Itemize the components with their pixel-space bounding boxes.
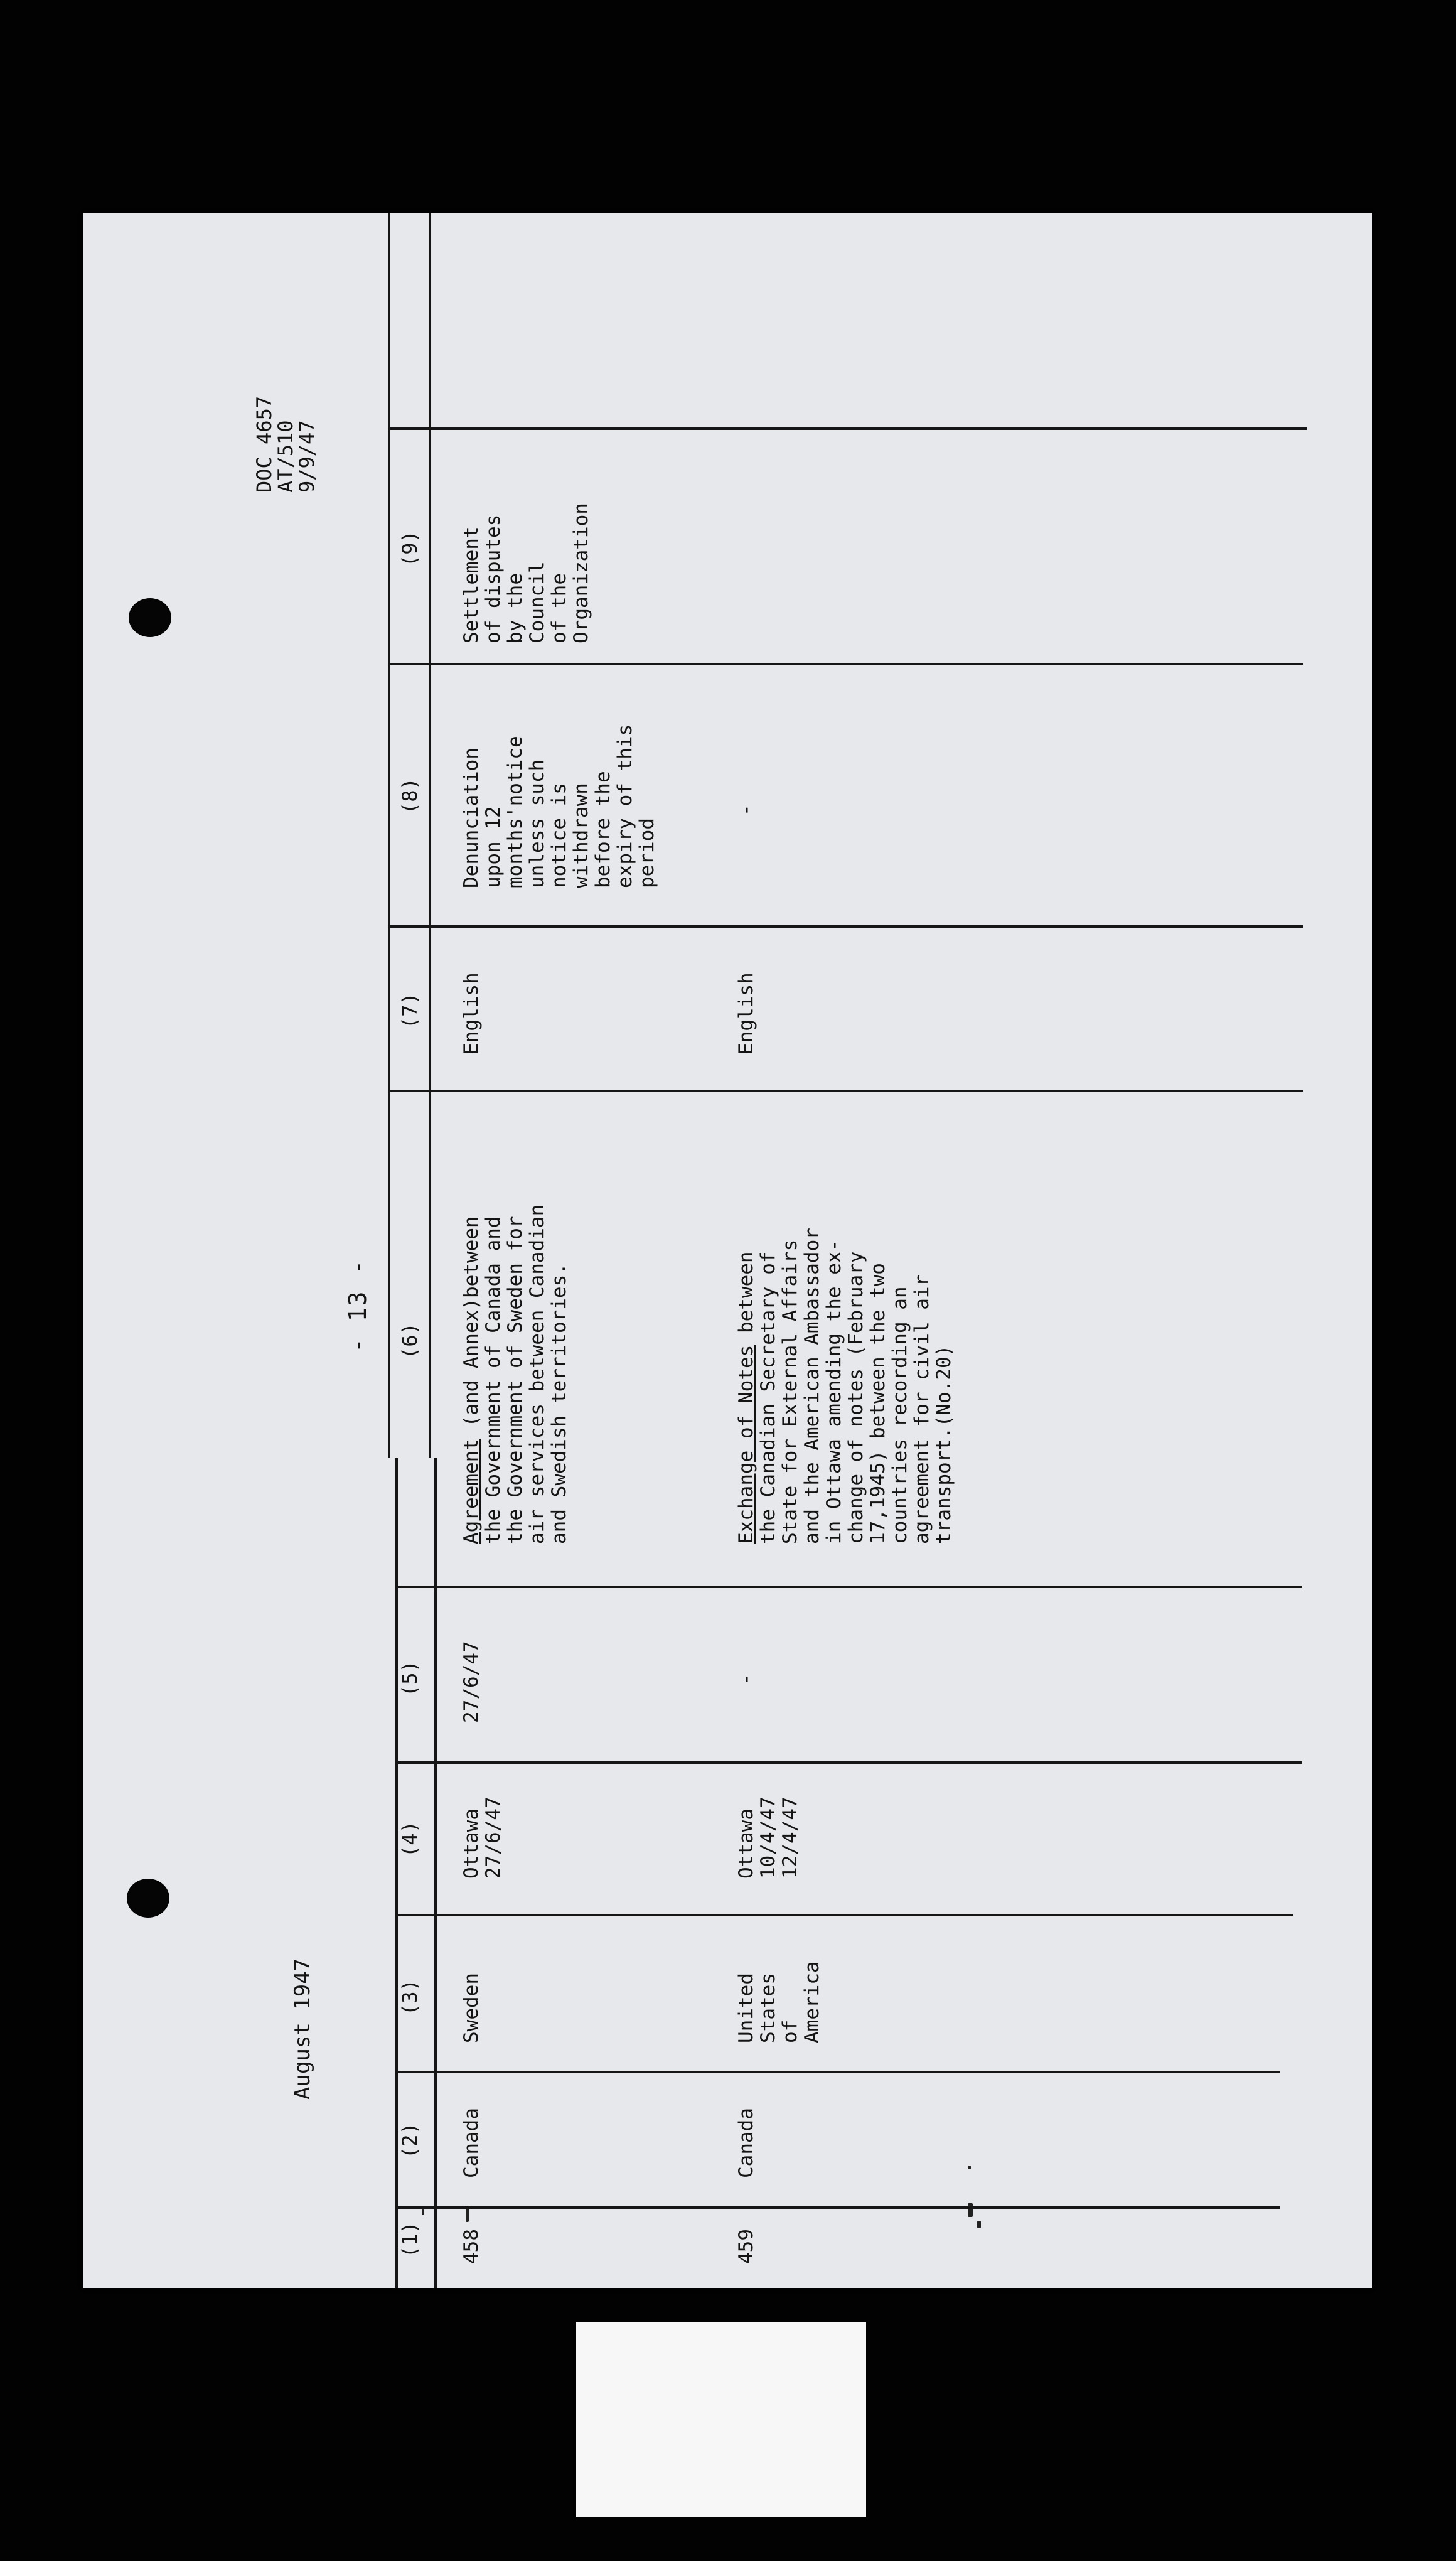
column-header: (2) [398, 2122, 422, 2159]
column-divider [395, 1761, 1302, 1764]
column-divider [390, 925, 1303, 928]
table-line [429, 213, 431, 323]
denunciation-clause: Denunciation upon 12 months'notice unless such notice is withdrawn before the expiry of this period [460, 724, 658, 888]
column-header: (4) [398, 1821, 422, 1857]
entry-into-force: - [735, 1673, 757, 1685]
rotated-sheet [83, 213, 1372, 2288]
column-header: (1) [398, 2221, 422, 2258]
column-divider [395, 2071, 1280, 2073]
title-text: between the Canadian Secretary of State for External Affairs and the American Ambassador in Ottawa amending the ex- change of notes (February 17,1945) between the two countries recording an agreement for civil air transport.(No.20) [735, 1228, 955, 1544]
column-header: (3) [398, 1979, 422, 2016]
denunciation-clause: - [735, 804, 757, 816]
column-divider [395, 2206, 1280, 2209]
language: English [735, 972, 757, 1055]
agreement-title [736, 1228, 955, 1544]
row-number: 458 [460, 2229, 483, 2264]
column-divider [390, 427, 1307, 430]
title-keyword: Exchange of Notes [735, 1345, 757, 1544]
page-number: - 13 - [344, 1259, 372, 1353]
language: English [460, 972, 483, 1055]
column-header: (7) [398, 992, 422, 1029]
column-divider [395, 1586, 1302, 1588]
table-line [434, 1458, 437, 2288]
place-date-of-signature: Ottawa 27/6/47 [460, 1796, 505, 1879]
party-two: Sweden [460, 1973, 483, 2043]
table-line [429, 213, 431, 1458]
table-line [395, 1458, 398, 2288]
title-keyword: Agreement [460, 1439, 483, 1544]
column-header: (6) [398, 1323, 422, 1359]
document-date: August 1947 [290, 1958, 315, 2100]
table-line [388, 213, 390, 1458]
party-one: Canada [460, 2108, 483, 2178]
column-divider [390, 663, 1303, 665]
agreement-title [461, 1205, 570, 1544]
paper-slip [576, 2322, 866, 2517]
column-divider [390, 1090, 1303, 1092]
doc-code: AT/510 [274, 420, 297, 493]
title-text: (and Annex)between the Government of Canada and the Government of Sweden for air services between Canadian and Swedish territories. [460, 1204, 570, 1544]
column-header: (5) [398, 1660, 422, 1697]
doc-ref-date: 9/9/47 [295, 420, 319, 493]
place-date-of-signature: Ottawa 10/4/47 12/4/47 [735, 1796, 801, 1879]
column-header: (9) [398, 530, 422, 567]
document-reference [254, 396, 318, 493]
party-two: United States of America [735, 1961, 823, 2043]
dispute-settlement: Settlement of disputes by the Council of the Organization [460, 503, 592, 643]
document-page [83, 213, 1372, 2288]
party-one: Canada [735, 2108, 757, 2178]
column-divider [395, 1914, 1293, 1916]
doc-number: DOC 4657 [252, 395, 276, 493]
row-number: 459 [735, 2229, 757, 2264]
column-header: (8) [398, 778, 422, 814]
entry-into-force: 27/6/47 [460, 1641, 483, 1723]
